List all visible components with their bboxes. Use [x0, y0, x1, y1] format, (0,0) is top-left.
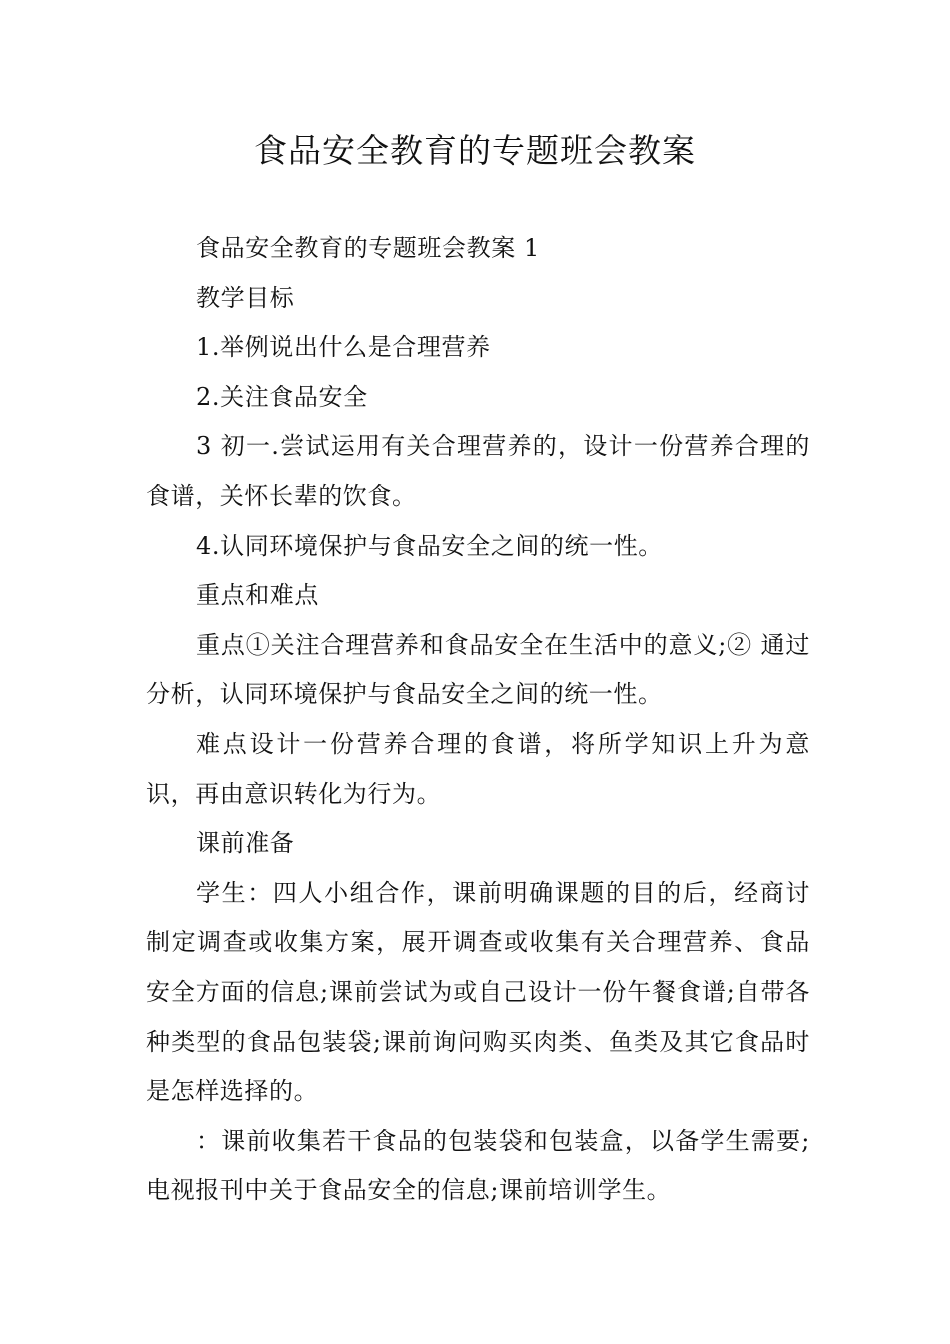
paragraph-goal-4: 4.认同环境保护与食品安全之间的统一性。 — [196, 531, 663, 560]
paragraph-heading-goals: 教学目标 — [196, 283, 295, 312]
paragraph-subtitle: 食品安全教育的专题班会教案 1 — [196, 234, 540, 262]
paragraph-goal-2: 2.关注食品安全 — [196, 382, 368, 411]
paragraph-heading-preparation: 课前准备 — [196, 829, 295, 858]
paragraph-student-preparation: 学生：四人小组合作，课前明确课题的目的后，经商讨制定调查或收集方案，展开调查或收集有关合理营养、食品安全方面的信息;课前尝试为或自己设计一份午餐食谱;自带各种类型的食品包装袋;课前询问购买肉类、鱼类及其它食品时是怎样选择的。 — [146, 878, 810, 1106]
document-body — [146, 224, 810, 1216]
paragraph-heading-key-points: 重点和难点 — [196, 581, 319, 610]
paragraph-goal-3: 3 初一.尝试运用有关合理营养的，设计一份营养合理的食谱，关怀长辈的饮食。 — [146, 432, 810, 510]
document-title: 食品安全教育的专题班会教案 — [254, 131, 696, 170]
paragraph-difficulties: 难点设计一份营养合理的食谱，将所学知识上升为意识，再由意识转化为行为。 — [146, 729, 810, 808]
paragraph-goal-1: 1.举例说出什么是合理营养 — [196, 333, 491, 362]
paragraph-teacher-preparation: ：课前收集若干食品的包装袋和包装盒，以备学生需要;电视报刊中关于食品安全的信息;课前培训学生。 — [146, 1126, 810, 1205]
paragraph-key-points: 重点①关注合理营养和食品安全在生活中的意义;② 通过分析，认同环境保护与食品安全之间的统一性。 — [146, 630, 810, 709]
